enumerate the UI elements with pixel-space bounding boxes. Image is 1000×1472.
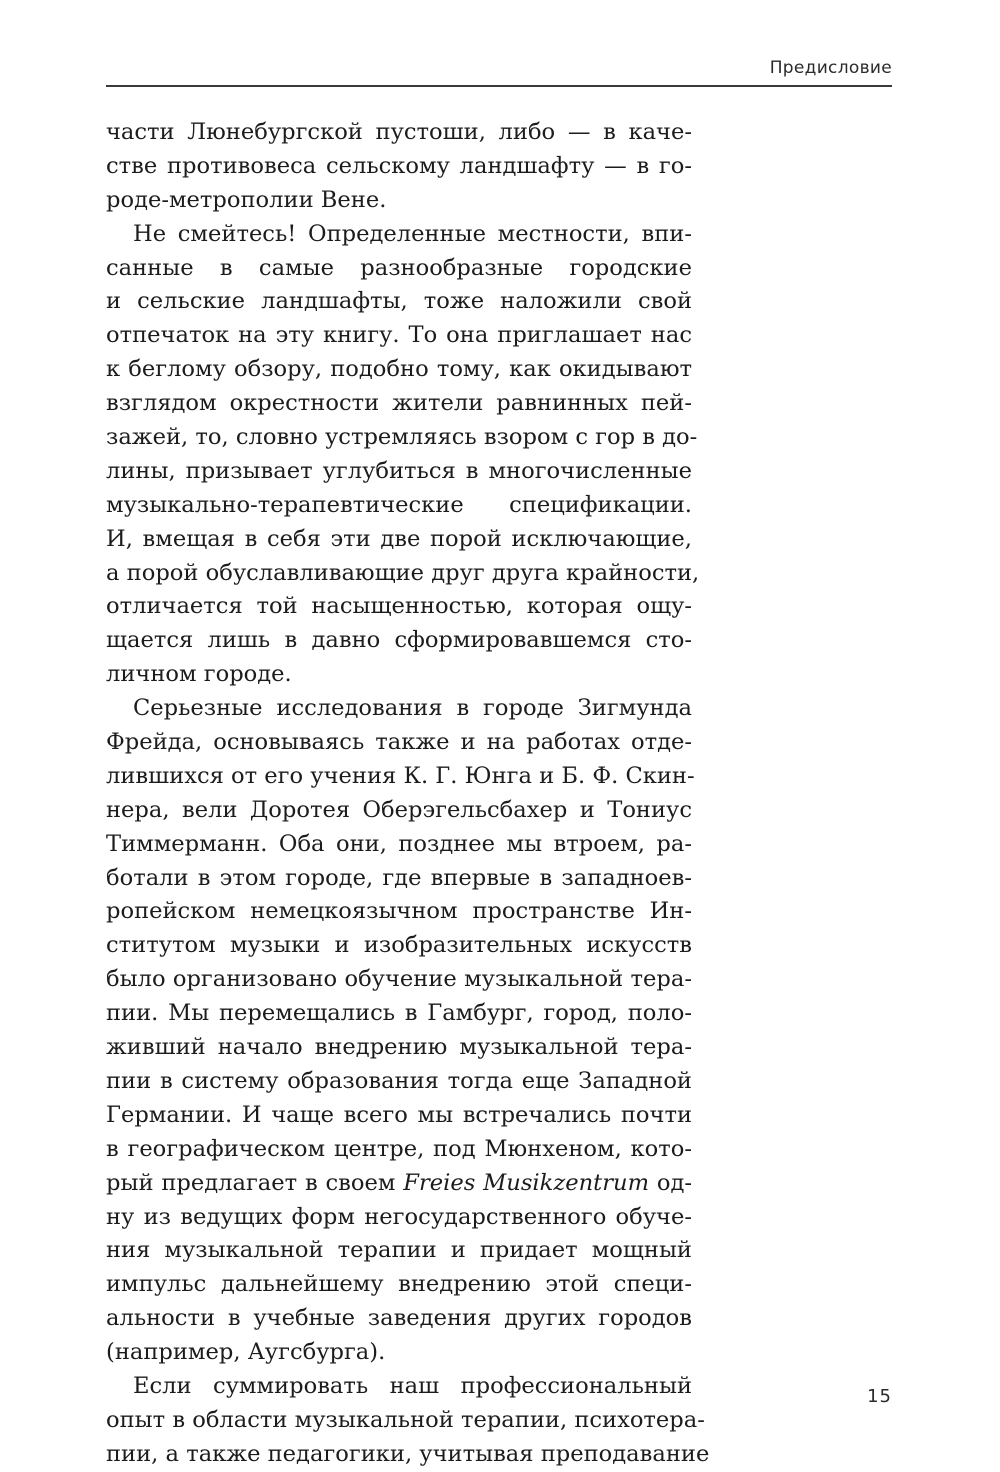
text-line: ния музыкальной терапии и придает мощный xyxy=(106,1237,692,1264)
text-line: Тиммерманн. Оба они, позднее мы втроем, ра- xyxy=(106,830,692,857)
text-line: И, вмещая в себя эти две порой исключающие, xyxy=(106,525,692,552)
page-number: 15 xyxy=(867,1386,892,1407)
text-line: живший начало внедрению музыкальной тера- xyxy=(106,1034,692,1061)
text-line: лины, призывает углубиться в многочисленные xyxy=(106,457,692,484)
text-line: а порой обуславливающие друг друга крайности, xyxy=(106,559,700,586)
text-line: и сельские ландшафты, тоже наложили свой xyxy=(106,288,692,315)
text-line: (например, Аугсбурга). xyxy=(106,1339,386,1366)
text-line: стве противовеса сельскому ландшафту — в го- xyxy=(106,152,692,179)
text-line: роде-метрополии Вене. xyxy=(106,186,387,213)
text-run: од- xyxy=(649,1169,692,1196)
text-line: ну из ведущих форм негосударственного обуче- xyxy=(106,1203,692,1230)
text-line: пии. Мы перемещались в Гамбург, город, поло- xyxy=(106,1000,692,1027)
text-line: было организовано обучение музыкальной тера- xyxy=(106,966,692,993)
text-line: ропейском немецкоязычном пространстве Ин- xyxy=(106,898,692,925)
text-line: щается лишь в давно сформировавшемся сто- xyxy=(106,627,692,654)
text-line: санные в самые разнообразные городские xyxy=(106,254,692,281)
text-line: Германии. И чаще всего мы встречались почти xyxy=(106,1101,692,1128)
text-line: ститутом музыки и изобразительных искусств xyxy=(106,932,692,959)
italic-title: Freies Musikzentrum xyxy=(403,1169,650,1196)
text-line: альности в учебные заведения других городов xyxy=(106,1305,692,1332)
text-line: отпечаток на эту книгу. То она приглашает нас xyxy=(106,322,692,349)
text-line: импульс дальнейшему внедрению этой специ- xyxy=(106,1271,692,1298)
text-line: зажей, то, словно устремляясь взором с гор в до- xyxy=(106,424,698,451)
text-line: пии в систему образования тогда еще Западной xyxy=(106,1067,692,1094)
body-text xyxy=(106,116,710,1472)
text-line: взглядом окрестности жители равнинных пей- xyxy=(106,390,692,417)
text-line: к беглому обзору, подобно тому, как окидывают xyxy=(106,356,692,383)
text-line: музыкально-терапевтические спецификации. xyxy=(106,491,692,518)
text-line: Серьезные исследования в городе Зигмунда xyxy=(133,695,692,722)
text-line: Если суммировать наш профессиональный xyxy=(133,1372,692,1399)
text-line xyxy=(106,1167,692,1201)
text-line: Фрейда, основываясь также и на работах отде- xyxy=(106,729,692,756)
text-line: ботали в этом городе, где впервые в западноев- xyxy=(106,864,692,891)
header-rule xyxy=(106,85,892,87)
text-line: Не смейтесь! Определенные местности, впи- xyxy=(133,220,692,247)
text-line: отличается той насыщенностью, которая ощу- xyxy=(106,593,692,620)
text-line: нера, вели Доротея Оберэгельсбахер и Тониус xyxy=(106,796,692,823)
text-run: рый предлагает в своем xyxy=(106,1169,404,1196)
text-line: в географическом центре, под Мюнхеном, кото- xyxy=(106,1135,692,1162)
text-line: пии, а также педагогики, учитывая преподавание xyxy=(106,1440,710,1467)
text-line: лившихся от его учения К. Г. Юнга и Б. Ф. Скин- xyxy=(106,762,695,789)
text-line: личном городе. xyxy=(106,661,292,688)
text-line: части Люнебургской пустоши, либо — в каче- xyxy=(106,119,692,145)
text-line: опыт в области музыкальной терапии, психотера- xyxy=(106,1406,705,1433)
running-title: Предисловие xyxy=(769,58,892,78)
